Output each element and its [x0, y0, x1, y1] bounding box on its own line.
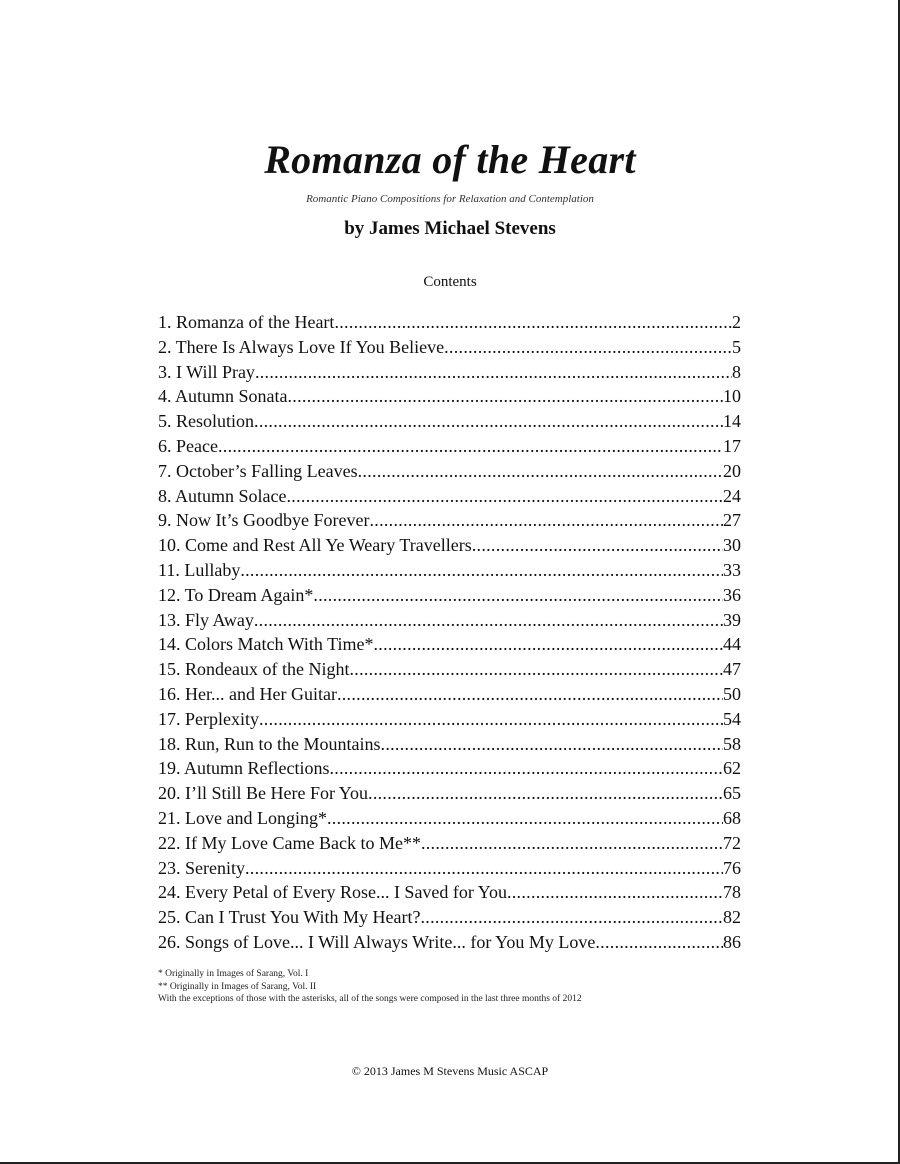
toc-entry[interactable]: [158, 856, 741, 881]
toc-entry-page-number: 50: [723, 683, 741, 704]
toc-dot-leader: [287, 484, 724, 509]
toc-dot-leader: [327, 806, 723, 831]
toc-entry[interactable]: [158, 930, 741, 955]
toc-entry-title: 23. Serenity: [158, 857, 245, 878]
toc-entry-page-number: 17: [723, 435, 741, 456]
toc-entry-title: 17. Perplexity: [158, 708, 259, 729]
toc-entry-title: 2. There Is Always Love If You Believe: [158, 336, 445, 357]
toc-entry[interactable]: [158, 484, 741, 509]
toc-dot-leader: [218, 434, 723, 459]
toc-entry[interactable]: [158, 508, 741, 533]
toc-entry-page-number: 82: [723, 907, 741, 928]
toc-entry-page-number: 54: [723, 708, 741, 729]
toc-dot-leader: [373, 632, 723, 657]
toc-entry-title: 5. Resolution: [158, 411, 255, 432]
toc-entry[interactable]: [158, 434, 741, 459]
toc-entry-title: 22. If My Love Came Back to Me**: [158, 832, 421, 853]
toc-dot-leader: [240, 558, 723, 583]
toc-entry-page-number: 24: [723, 485, 741, 506]
toc-entry-page-number: 10: [723, 386, 741, 407]
copyright-notice: © 2013 James M Stevens Music ASCAP: [351, 1064, 549, 1078]
toc-dot-leader: [421, 831, 723, 856]
toc-entry[interactable]: [158, 806, 741, 831]
footnotes: [158, 968, 758, 1006]
toc-entry-page-number: 5: [732, 336, 741, 357]
toc-entry-title: 6. Peace: [158, 435, 218, 456]
toc-dot-leader: [254, 409, 723, 434]
toc-entry-title: 9. Now It’s Goodbye Forever: [158, 510, 370, 531]
toc-entry-title: 15. Rondeaux of the Night: [158, 659, 350, 680]
toc-entry-title: 16. Her... and Her Guitar: [158, 683, 337, 704]
contents-heading: Contents: [423, 274, 477, 290]
toc-entry-title: 26. Songs of Love... I Will Always Write... for You My Love: [158, 931, 596, 952]
toc-dot-leader: [288, 384, 724, 409]
toc-entry[interactable]: [158, 310, 741, 335]
toc-entry-page-number: 62: [723, 758, 741, 779]
toc-dot-leader: [334, 310, 732, 335]
toc-entry-title: 1. Romanza of the Heart: [158, 312, 335, 332]
toc-entry-page-number: 30: [723, 535, 741, 556]
toc-dot-leader: [420, 905, 723, 930]
toc-entry[interactable]: [158, 583, 741, 608]
toc-entry-page-number: 78: [723, 882, 741, 903]
footnote-composition-note: With the exceptions of those with the asterisks, all of the songs were composed in the last three months of 2012: [158, 994, 582, 1004]
toc-entry-page-number: 14: [723, 411, 741, 432]
toc-entry[interactable]: [158, 880, 741, 905]
toc-entry-page-number: 47: [723, 659, 741, 680]
toc-entry[interactable]: [158, 608, 741, 633]
toc-entry-title: 7. October’s Falling Leaves: [158, 460, 358, 481]
toc-entry[interactable]: [158, 409, 741, 434]
toc-entry-page-number: 76: [723, 857, 741, 878]
toc-dot-leader: [472, 533, 723, 558]
toc-dot-leader: [595, 930, 723, 955]
toc-dot-leader: [381, 732, 723, 757]
toc-dot-leader: [313, 583, 723, 608]
toc-entry[interactable]: [158, 335, 741, 360]
toc-entry-page-number: 36: [723, 584, 741, 605]
toc-entry[interactable]: [158, 707, 741, 732]
toc-entry-page-number: 2: [732, 312, 741, 332]
document-author: by James Michael Stevens: [344, 218, 556, 239]
toc-entry-page-number: 58: [723, 733, 741, 754]
toc-entry[interactable]: [158, 459, 741, 484]
toc-dot-leader: [329, 756, 723, 781]
toc-entry[interactable]: [158, 756, 741, 781]
toc-entry-title: 14. Colors Match With Time*: [158, 634, 374, 655]
toc-dot-leader: [369, 508, 723, 533]
toc-dot-leader: [507, 880, 723, 905]
toc-entry-title: 11. Lullaby: [158, 559, 241, 580]
toc-entry-title: 24. Every Petal of Every Rose... I Saved for You: [158, 882, 507, 903]
toc-dot-leader: [255, 360, 732, 385]
toc-dot-leader: [368, 781, 723, 806]
toc-entry-page-number: 65: [723, 783, 741, 804]
toc-entry[interactable]: [158, 682, 741, 707]
toc-entry-page-number: 39: [723, 609, 741, 630]
toc-entry-title: 4. Autumn Sonata: [158, 386, 288, 407]
toc-entry[interactable]: [158, 632, 741, 657]
toc-entry-title: 19. Autumn Reflections: [158, 758, 330, 779]
toc-entry[interactable]: [158, 831, 741, 856]
toc-entry-page-number: 8: [732, 361, 741, 382]
toc-entry-page-number: 33: [723, 559, 741, 580]
toc-entry-title: 25. Can I Trust You With My Heart?: [158, 907, 421, 928]
toc-entry-page-number: 72: [723, 832, 741, 853]
toc-entry-title: 13. Fly Away: [158, 609, 254, 630]
toc-entry[interactable]: [158, 558, 741, 583]
toc-entry[interactable]: [158, 533, 741, 558]
toc-entry-page-number: 86: [723, 931, 741, 952]
toc-dot-leader: [254, 608, 723, 633]
toc-entry[interactable]: [158, 905, 741, 930]
document-title: Romanza of the Heart: [264, 137, 636, 182]
toc-entry-title: 18. Run, Run to the Mountains: [158, 733, 381, 754]
footnote-double-asterisk: ** Originally in Images of Sarang, Vol. II: [158, 981, 317, 992]
toc-entry-title: 21. Love and Longing*: [158, 807, 327, 828]
toc-entry-title: 8. Autumn Solace: [158, 485, 287, 506]
toc-dot-leader: [259, 707, 723, 732]
toc-entry-page-number: 27: [723, 510, 741, 531]
toc-dot-leader: [245, 856, 723, 881]
toc-entry[interactable]: [158, 781, 741, 806]
toc-entry[interactable]: [158, 360, 741, 385]
toc-entry[interactable]: [158, 384, 741, 409]
toc-entry[interactable]: [158, 732, 741, 757]
toc-entry-page-number: 44: [723, 634, 741, 655]
toc-dot-leader: [349, 657, 723, 682]
toc-entry-title: 20. I’ll Still Be Here For You: [158, 783, 369, 804]
toc-dot-leader: [337, 682, 723, 707]
footnote-single-asterisk: * Originally in Images of Sarang, Vol. I: [158, 969, 309, 979]
document-subtitle: Romantic Piano Compositions for Relaxation and Contemplation: [306, 193, 594, 205]
toc-entry-page-number: 20: [723, 460, 741, 481]
toc-dot-leader: [444, 335, 732, 360]
table-of-contents: [158, 310, 741, 955]
toc-entry[interactable]: [158, 657, 741, 682]
toc-entry-title: 12. To Dream Again*: [158, 584, 314, 605]
toc-entry-title: 10. Come and Rest All Ye Weary Travellers: [158, 535, 472, 556]
toc-entry-page-number: 68: [723, 807, 741, 828]
toc-entry-title: 3. I Will Pray: [158, 361, 255, 382]
toc-dot-leader: [358, 459, 723, 484]
